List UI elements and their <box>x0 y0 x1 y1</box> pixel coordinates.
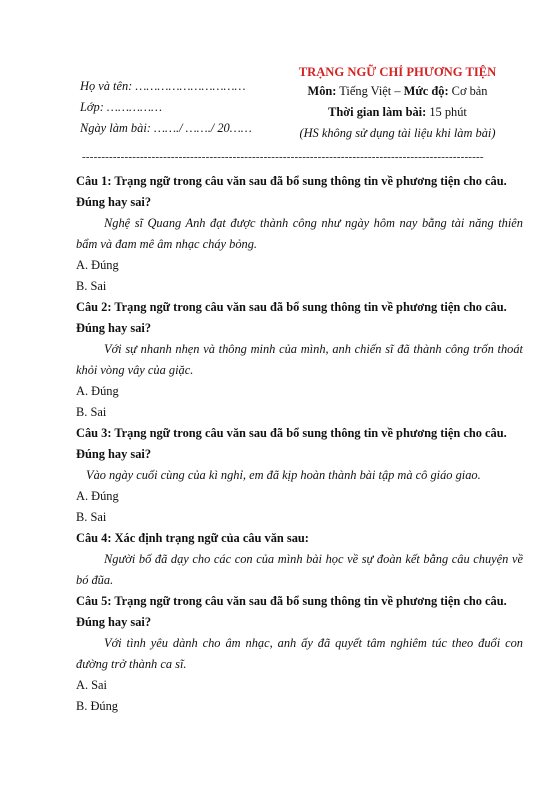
date-field: Ngày làm bài: ……./ ……./ 20…… <box>80 121 252 135</box>
question-list <box>76 171 523 717</box>
question-1 <box>76 171 523 297</box>
question-prompt: Câu 5: Trạng ngữ trong câu văn sau đã bổ sung thông tin về phương tiện cho câu. Đúng hay sai? <box>76 594 507 629</box>
question-sentence: Nghệ sĩ Quang Anh đạt được thành công như ngày hôm nay bằng tài năng thiên bẩm và đam mê âm nhạc cháy bỏng. <box>76 216 523 251</box>
question-sentence: Với sự nhanh nhẹn và thông minh của mình, anh chiến sĩ đã thành công trốn thoát khỏi vòng vây của giặc. <box>76 342 523 377</box>
time-value: 15 phút <box>426 105 467 119</box>
subject-value: Tiếng Việt – <box>336 84 404 98</box>
option-b[interactable]: B. Đúng <box>76 699 118 713</box>
question-sentence: Người bố đã dạy cho các con của mình bài học về sự đoàn kết bằng câu chuyện về bó đũa. <box>76 552 523 587</box>
question-prompt: Câu 3: Trạng ngữ trong câu văn sau đã bổ sung thông tin về phương tiện cho câu. Đúng hay sai? <box>76 426 507 461</box>
option-a[interactable]: A. Sai <box>76 678 107 692</box>
question-prompt: Câu 2: Trạng ngữ trong câu văn sau đã bổ sung thông tin về phương tiện cho câu. Đúng hay sai? <box>76 300 507 335</box>
exam-info <box>285 63 510 144</box>
question-label: Câu 3: <box>76 426 112 440</box>
question-5 <box>76 591 523 717</box>
exam-note: (HS không sử dụng tài liệu khi làm bài) <box>299 126 496 140</box>
question-2 <box>76 297 523 423</box>
time-label: Thời gian làm bài: <box>328 105 427 119</box>
option-a[interactable]: A. Đúng <box>76 384 119 398</box>
question-label: Câu 5: <box>76 594 112 608</box>
level-value: Cơ bản <box>448 84 488 98</box>
question-3 <box>76 423 523 528</box>
time-line <box>285 102 510 123</box>
question-prompt: Câu 4: Xác định trạng ngữ của câu văn sau: <box>76 531 309 545</box>
option-b[interactable]: B. Sai <box>76 510 107 524</box>
question-label: Câu 1: <box>76 174 112 188</box>
question-label: Câu 2: <box>76 300 112 314</box>
question-sentence: Với tình yêu dành cho âm nhạc, anh ấy đã quyết tâm nghiêm túc theo đuổi con đường trở thành ca sĩ. <box>76 636 523 671</box>
subject-line <box>285 81 510 102</box>
question-label: Câu 4: <box>76 531 112 545</box>
option-b[interactable]: B. Sai <box>76 405 107 419</box>
worksheet-title: TRẠNG NGỮ CHỈ PHƯƠNG TIỆN <box>298 65 497 79</box>
question-sentence: Vào ngày cuối cùng của kì nghỉ, em đã kịp hoàn thành bài tập mà cô giáo giao. <box>86 468 481 482</box>
level-label: Mức độ: <box>403 84 449 98</box>
student-info <box>80 76 300 139</box>
question-prompt: Câu 1: Trạng ngữ trong câu văn sau đã bổ sung thông tin về phương tiện cho câu. Đúng hay sai? <box>76 174 507 209</box>
class-field: Lớp: …………… <box>80 100 163 114</box>
question-4 <box>76 528 523 591</box>
header-divider: -------------------------------------------------------------------------------------------------------- <box>82 151 484 163</box>
option-a[interactable]: A. Đúng <box>76 489 119 503</box>
subject-label: Môn: <box>307 84 337 98</box>
name-field: Họ và tên: ………………………… <box>80 79 246 93</box>
option-b[interactable]: B. Sai <box>76 279 107 293</box>
option-a[interactable]: A. Đúng <box>76 258 119 272</box>
